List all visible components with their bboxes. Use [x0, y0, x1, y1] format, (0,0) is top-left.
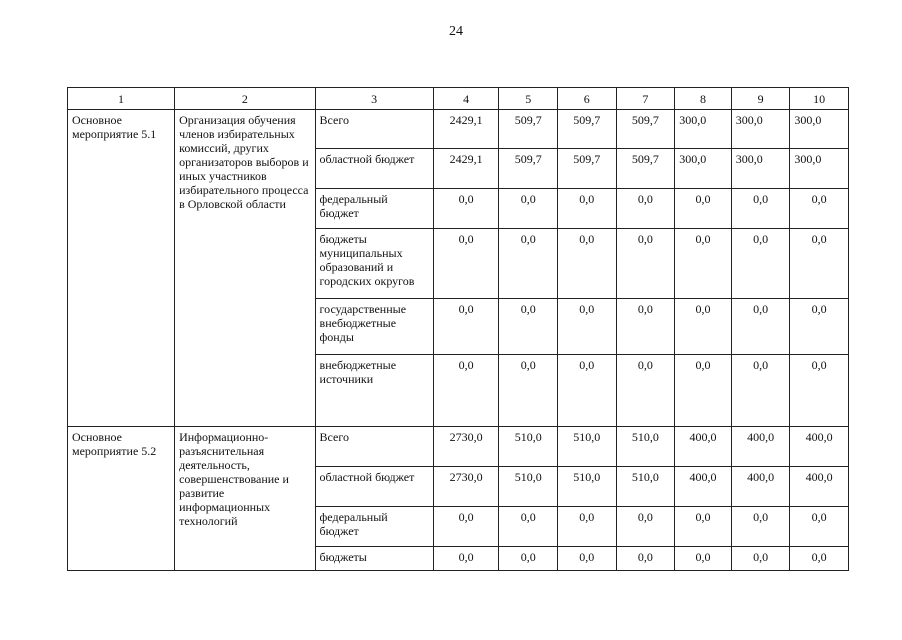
value-cell: 0,0 [790, 299, 849, 355]
source-cell: бюджеты муниципальных образований и городских округов [315, 229, 433, 299]
value-cell: 400,0 [675, 467, 732, 507]
value-cell: 0,0 [558, 299, 617, 355]
value-cell: 400,0 [790, 467, 849, 507]
source-cell: областной бюджет [315, 467, 433, 507]
header-cell: 10 [790, 88, 849, 110]
value-cell: 0,0 [558, 229, 617, 299]
source-cell: внебюджетные источники [315, 355, 433, 427]
value-cell: 0,0 [675, 507, 732, 547]
value-cell: 2730,0 [433, 427, 499, 467]
value-cell: 0,0 [675, 299, 732, 355]
value-cell: 300,0 [731, 110, 790, 149]
value-cell: 510,0 [499, 467, 558, 507]
value-cell: 0,0 [558, 547, 617, 571]
value-cell: 0,0 [499, 229, 558, 299]
source-cell: Всего [315, 427, 433, 467]
value-cell: 0,0 [433, 355, 499, 427]
source-cell: бюджеты [315, 547, 433, 571]
value-cell: 0,0 [433, 299, 499, 355]
header-cell: 5 [499, 88, 558, 110]
value-cell: 400,0 [731, 427, 790, 467]
value-cell: 0,0 [433, 189, 499, 229]
value-cell: 400,0 [675, 427, 732, 467]
measure-cell: Основное мероприятие 5.1 [68, 110, 175, 427]
value-cell: 0,0 [616, 355, 675, 427]
header-cell: 9 [731, 88, 790, 110]
value-cell: 0,0 [731, 355, 790, 427]
value-cell: 509,7 [499, 149, 558, 189]
value-cell: 0,0 [616, 299, 675, 355]
value-cell: 0,0 [558, 189, 617, 229]
source-cell: федеральный бюджет [315, 507, 433, 547]
source-cell: государственные внебюджетные фонды [315, 299, 433, 355]
value-cell: 509,7 [558, 149, 617, 189]
value-cell: 0,0 [675, 355, 732, 427]
value-cell: 0,0 [731, 547, 790, 571]
value-cell: 0,0 [433, 507, 499, 547]
value-cell: 0,0 [731, 507, 790, 547]
header-cell: 4 [433, 88, 499, 110]
value-cell: 0,0 [790, 547, 849, 571]
budget-table [67, 87, 849, 571]
value-cell: 0,0 [499, 299, 558, 355]
table-row [68, 427, 849, 467]
value-cell: 0,0 [433, 547, 499, 571]
value-cell: 300,0 [731, 149, 790, 189]
table-row [68, 110, 849, 149]
value-cell: 510,0 [558, 427, 617, 467]
value-cell: 509,7 [616, 149, 675, 189]
value-cell: 2429,1 [433, 110, 499, 149]
value-cell: 400,0 [790, 427, 849, 467]
header-cell: 7 [616, 88, 675, 110]
value-cell: 2429,1 [433, 149, 499, 189]
value-cell: 0,0 [675, 189, 732, 229]
value-cell: 510,0 [558, 467, 617, 507]
value-cell: 0,0 [616, 547, 675, 571]
value-cell: 0,0 [790, 507, 849, 547]
value-cell: 510,0 [616, 467, 675, 507]
value-cell: 0,0 [790, 229, 849, 299]
header-cell: 2 [175, 88, 315, 110]
source-cell: Всего [315, 110, 433, 149]
value-cell: 0,0 [558, 507, 617, 547]
value-cell: 0,0 [790, 189, 849, 229]
value-cell: 510,0 [499, 427, 558, 467]
value-cell: 300,0 [675, 149, 732, 189]
value-cell: 0,0 [499, 189, 558, 229]
value-cell: 0,0 [675, 229, 732, 299]
source-cell: областной бюджет [315, 149, 433, 189]
value-cell: 509,7 [616, 110, 675, 149]
value-cell: 400,0 [731, 467, 790, 507]
value-cell: 510,0 [616, 427, 675, 467]
header-cell: 3 [315, 88, 433, 110]
value-cell: 0,0 [616, 189, 675, 229]
header-cell: 6 [558, 88, 617, 110]
measure-name-cell: Организация обучения членов избирательных комиссий, других организаторов выборов и иных участников избирательного процесса в Орловской области [175, 110, 315, 427]
value-cell: 300,0 [675, 110, 732, 149]
value-cell: 0,0 [675, 547, 732, 571]
value-cell: 0,0 [558, 355, 617, 427]
value-cell: 300,0 [790, 149, 849, 189]
value-cell: 0,0 [731, 189, 790, 229]
measure-name-cell: Информационно-разъяснительная деятельность, совершенствование и развитие информационных технологий [175, 427, 315, 571]
value-cell: 0,0 [499, 547, 558, 571]
value-cell: 0,0 [731, 299, 790, 355]
value-cell: 509,7 [499, 110, 558, 149]
source-cell: федеральный бюджет [315, 189, 433, 229]
value-cell: 2730,0 [433, 467, 499, 507]
value-cell: 0,0 [790, 355, 849, 427]
value-cell: 300,0 [790, 110, 849, 149]
value-cell: 0,0 [616, 229, 675, 299]
page-number: 24 [449, 24, 463, 39]
header-cell: 1 [68, 88, 175, 110]
value-cell: 0,0 [499, 355, 558, 427]
header-cell: 8 [675, 88, 732, 110]
header-row [68, 88, 849, 110]
measure-cell: Основное мероприятие 5.2 [68, 427, 175, 571]
value-cell: 0,0 [433, 229, 499, 299]
value-cell: 0,0 [499, 507, 558, 547]
value-cell: 509,7 [558, 110, 617, 149]
value-cell: 0,0 [731, 229, 790, 299]
value-cell: 0,0 [616, 507, 675, 547]
